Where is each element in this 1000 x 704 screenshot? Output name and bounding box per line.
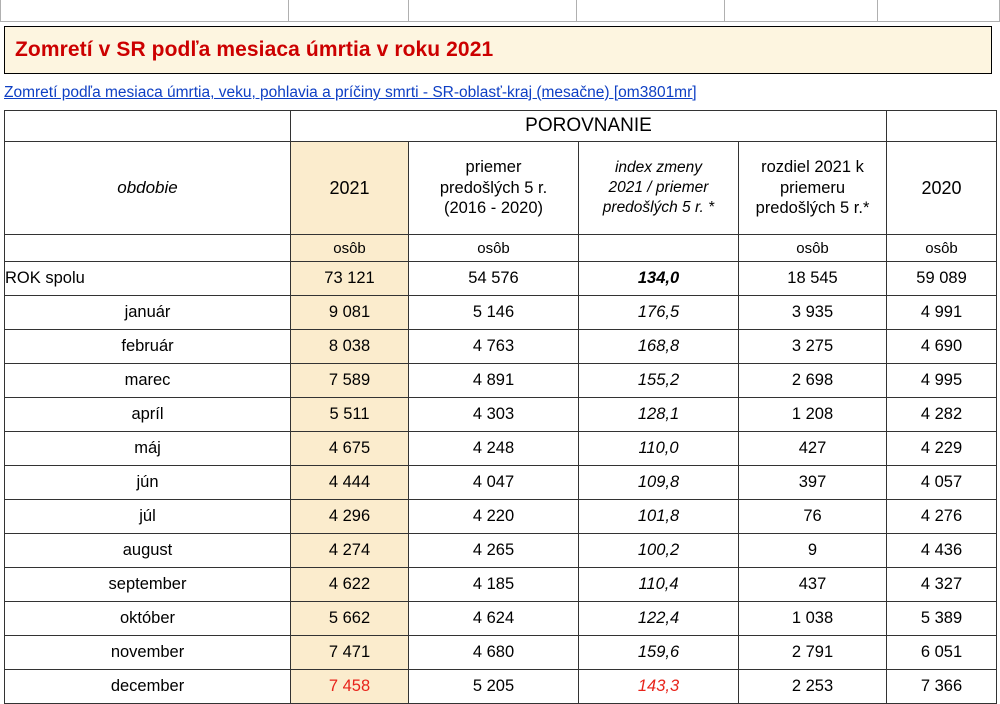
unit-average: osôb bbox=[409, 235, 579, 262]
source-link-row bbox=[4, 82, 992, 104]
title-banner bbox=[4, 26, 992, 74]
header-difference-line1: rozdiel 2021 k bbox=[761, 158, 864, 177]
cell-average-previous-5y: 4 763 bbox=[409, 330, 579, 364]
cell-average-previous-5y: 4 248 bbox=[409, 432, 579, 466]
row-label: jún bbox=[5, 466, 291, 500]
cell-average-previous-5y: 5 205 bbox=[409, 670, 579, 704]
cell-year-2021: 7 458 bbox=[291, 670, 409, 704]
table-body bbox=[5, 262, 997, 704]
table-row bbox=[5, 636, 997, 670]
cell-year-2021: 4 444 bbox=[291, 466, 409, 500]
cell-difference: 2 698 bbox=[739, 364, 887, 398]
table-row bbox=[5, 364, 997, 398]
table-row bbox=[5, 568, 997, 602]
cell-year-2021: 8 038 bbox=[291, 330, 409, 364]
cell-index-of-change: 155,2 bbox=[579, 364, 739, 398]
row-label: august bbox=[5, 534, 291, 568]
cell-year-2021: 4 675 bbox=[291, 432, 409, 466]
grid-line bbox=[576, 0, 577, 22]
row-label: marec bbox=[5, 364, 291, 398]
cell-year-2020: 4 327 bbox=[887, 568, 997, 602]
cell-average-previous-5y: 54 576 bbox=[409, 262, 579, 296]
header-average-line1: priemer bbox=[465, 158, 522, 177]
unit-year-2021: osôb bbox=[291, 235, 409, 262]
header-index-of-change bbox=[579, 142, 739, 235]
header-blank-2020 bbox=[887, 111, 997, 142]
cell-year-2020: 6 051 bbox=[887, 636, 997, 670]
cell-year-2021: 9 081 bbox=[291, 296, 409, 330]
table-row bbox=[5, 466, 997, 500]
grid-line bbox=[288, 0, 289, 22]
cell-year-2021: 5 662 bbox=[291, 602, 409, 636]
cell-index-of-change: 110,0 bbox=[579, 432, 739, 466]
table-row bbox=[5, 262, 997, 296]
cell-index-of-change: 128,1 bbox=[579, 398, 739, 432]
cell-average-previous-5y: 4 047 bbox=[409, 466, 579, 500]
cell-year-2020: 7 366 bbox=[887, 670, 997, 704]
row-label: január bbox=[5, 296, 291, 330]
cell-difference: 437 bbox=[739, 568, 887, 602]
cell-difference: 427 bbox=[739, 432, 887, 466]
table-row bbox=[5, 602, 997, 636]
cell-year-2021: 4 622 bbox=[291, 568, 409, 602]
table-row bbox=[5, 500, 997, 534]
grid-line bbox=[877, 0, 878, 22]
header-year-2021: 2021 bbox=[291, 142, 409, 235]
cell-difference: 397 bbox=[739, 466, 887, 500]
header-index-line1: index zmeny bbox=[614, 158, 702, 176]
cell-average-previous-5y: 4 891 bbox=[409, 364, 579, 398]
cell-average-previous-5y: 4 303 bbox=[409, 398, 579, 432]
table-header-group-row bbox=[5, 111, 997, 142]
header-difference-line3: predošlých 5 r.* bbox=[755, 199, 870, 218]
header-index-line2: 2021 / priemer bbox=[608, 178, 709, 196]
row-label: máj bbox=[5, 432, 291, 466]
cell-year-2020: 4 690 bbox=[887, 330, 997, 364]
header-index-line3: predošlých 5 r. * bbox=[602, 199, 715, 217]
cell-year-2021: 5 511 bbox=[291, 398, 409, 432]
cell-average-previous-5y: 4 220 bbox=[409, 500, 579, 534]
header-period: obdobie bbox=[5, 142, 291, 235]
cell-difference: 18 545 bbox=[739, 262, 887, 296]
row-label: september bbox=[5, 568, 291, 602]
cell-average-previous-5y: 4 185 bbox=[409, 568, 579, 602]
cell-year-2021: 4 296 bbox=[291, 500, 409, 534]
spreadsheet-grid-strip bbox=[0, 0, 1000, 22]
table-header-row bbox=[5, 142, 997, 235]
dataset-link[interactable]: Zomretí podľa mesiaca úmrtia, veku, pohlavia a príčiny smrti - SR-oblasť-kraj (mesačne) [om3801mr] bbox=[4, 84, 697, 101]
unit-period bbox=[5, 235, 291, 262]
cell-year-2020: 4 276 bbox=[887, 500, 997, 534]
table-row bbox=[5, 534, 997, 568]
row-label: ROK spolu bbox=[5, 262, 291, 296]
table-row bbox=[5, 670, 997, 704]
header-difference-line2: priemeru bbox=[779, 178, 846, 197]
cell-index-of-change: 159,6 bbox=[579, 636, 739, 670]
grid-line bbox=[724, 0, 725, 22]
cell-year-2021: 7 471 bbox=[291, 636, 409, 670]
header-average-previous-5y bbox=[409, 142, 579, 235]
cell-year-2020: 59 089 bbox=[887, 262, 997, 296]
unit-year-2020: osôb bbox=[887, 235, 997, 262]
cell-year-2020: 4 057 bbox=[887, 466, 997, 500]
cell-index-of-change: 101,8 bbox=[579, 500, 739, 534]
table-row bbox=[5, 330, 997, 364]
cell-year-2020: 4 229 bbox=[887, 432, 997, 466]
cell-difference: 2 253 bbox=[739, 670, 887, 704]
row-label: apríl bbox=[5, 398, 291, 432]
row-label: december bbox=[5, 670, 291, 704]
page-title: Zomretí v SR podľa mesiaca úmrtia v roku 2021 bbox=[15, 38, 494, 61]
cell-index-of-change: 134,0 bbox=[579, 262, 739, 296]
cell-average-previous-5y: 4 680 bbox=[409, 636, 579, 670]
cell-index-of-change: 109,8 bbox=[579, 466, 739, 500]
cell-index-of-change: 100,2 bbox=[579, 534, 739, 568]
cell-year-2020: 5 389 bbox=[887, 602, 997, 636]
cell-average-previous-5y: 4 265 bbox=[409, 534, 579, 568]
table-row bbox=[5, 432, 997, 466]
cell-year-2020: 4 282 bbox=[887, 398, 997, 432]
row-label: október bbox=[5, 602, 291, 636]
table-row bbox=[5, 398, 997, 432]
cell-difference: 1 208 bbox=[739, 398, 887, 432]
cell-difference: 3 935 bbox=[739, 296, 887, 330]
cell-year-2020: 4 436 bbox=[887, 534, 997, 568]
cell-average-previous-5y: 4 624 bbox=[409, 602, 579, 636]
unit-index bbox=[579, 235, 739, 262]
cell-year-2020: 4 995 bbox=[887, 364, 997, 398]
cell-year-2021: 4 274 bbox=[291, 534, 409, 568]
header-average-line2: predošlých 5 r. bbox=[439, 178, 548, 197]
header-comparison-group: POROVNANIE bbox=[291, 111, 887, 142]
cell-average-previous-5y: 5 146 bbox=[409, 296, 579, 330]
table-row bbox=[5, 296, 997, 330]
row-label: júl bbox=[5, 500, 291, 534]
cell-index-of-change: 110,4 bbox=[579, 568, 739, 602]
cell-index-of-change: 143,3 bbox=[579, 670, 739, 704]
cell-difference: 9 bbox=[739, 534, 887, 568]
cell-index-of-change: 122,4 bbox=[579, 602, 739, 636]
row-label: november bbox=[5, 636, 291, 670]
unit-difference: osôb bbox=[739, 235, 887, 262]
cell-difference: 76 bbox=[739, 500, 887, 534]
header-difference bbox=[739, 142, 887, 235]
cell-index-of-change: 176,5 bbox=[579, 296, 739, 330]
header-corner-cell bbox=[5, 111, 291, 142]
cell-difference: 2 791 bbox=[739, 636, 887, 670]
header-average-line3: (2016 - 2020) bbox=[443, 199, 544, 218]
cell-index-of-change: 168,8 bbox=[579, 330, 739, 364]
grid-line bbox=[0, 0, 1, 22]
mortality-table bbox=[4, 110, 997, 704]
row-label: február bbox=[5, 330, 291, 364]
cell-year-2021: 7 589 bbox=[291, 364, 409, 398]
cell-difference: 3 275 bbox=[739, 330, 887, 364]
cell-difference: 1 038 bbox=[739, 602, 887, 636]
header-year-2020: 2020 bbox=[887, 142, 997, 235]
cell-year-2021: 73 121 bbox=[291, 262, 409, 296]
cell-year-2020: 4 991 bbox=[887, 296, 997, 330]
grid-line bbox=[408, 0, 409, 22]
table-units-row bbox=[5, 235, 997, 262]
